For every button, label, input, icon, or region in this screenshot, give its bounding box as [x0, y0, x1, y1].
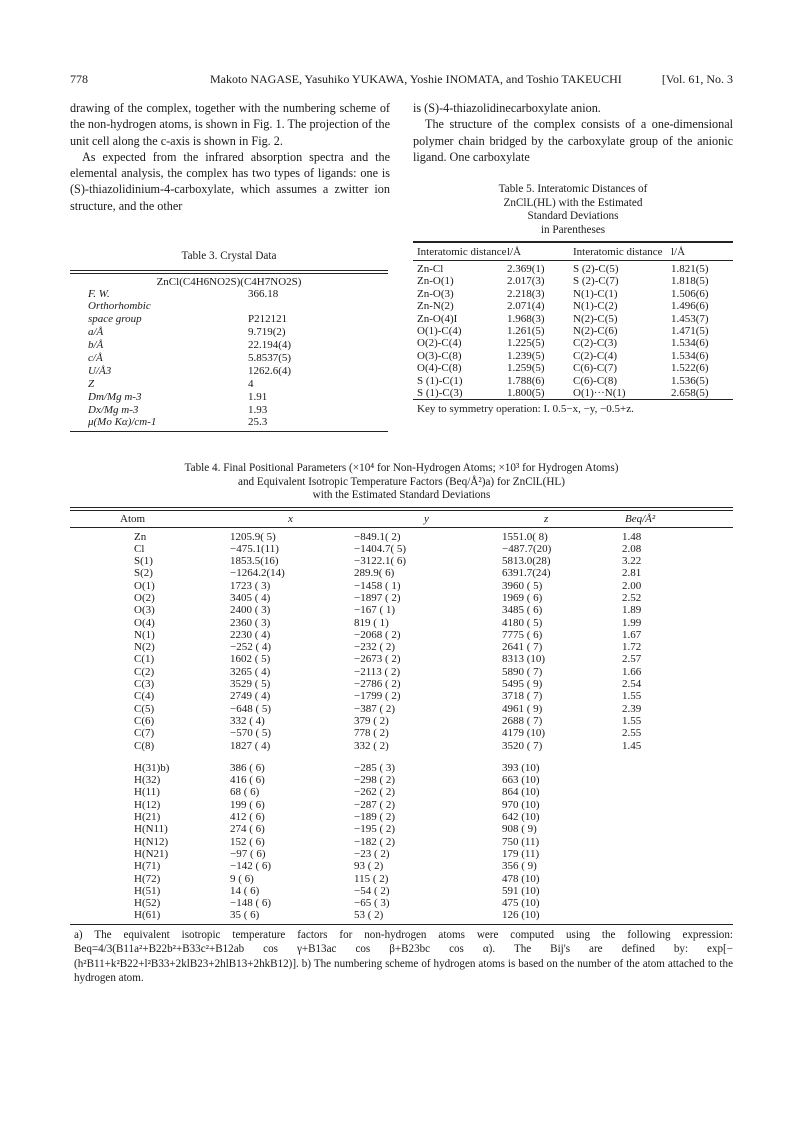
table-cell: 14 ( 6) — [230, 884, 260, 897]
table-cell: C(2) — [134, 665, 155, 678]
table-row — [70, 836, 733, 848]
table-cell: −2673 ( 2) — [354, 653, 401, 666]
table-cell: 1.99 — [622, 616, 642, 629]
table-row — [70, 762, 733, 774]
table-cell: Zn — [134, 530, 147, 543]
table-cell: 1.261(5) — [507, 325, 545, 338]
table-cell: 1.506(6) — [671, 287, 709, 300]
table-cell: 3405 ( 4) — [230, 591, 271, 604]
table-cell: 6391.7(24) — [502, 567, 551, 580]
paragraph: drawing of the complex, together with the numbering scheme of the non-hydrogen atoms, is shown in Fig. 1. The projection of the unit cell along the c-axis is shown in Fig. 2. — [70, 101, 390, 148]
table-cell: 1.55 — [622, 714, 642, 727]
table-cell: 2.39 — [622, 702, 642, 715]
table-cell: 1.89 — [622, 604, 642, 617]
table-cell: 2.369(1) — [507, 263, 545, 275]
table-cell: 819 ( 1) — [354, 616, 389, 629]
table-cell: N(2) — [134, 641, 155, 654]
table-cell: 1.471(5) — [671, 325, 709, 338]
table-row — [413, 362, 733, 374]
table-cell: N(1)-C(2) — [573, 300, 618, 313]
table-cell: H(N12) — [134, 835, 169, 848]
table-cell: O(4) — [134, 616, 155, 629]
table-cell: −298 ( 2) — [354, 774, 396, 787]
table-row — [70, 580, 733, 592]
table-cell: −849.1( 2) — [354, 530, 401, 543]
table-caption-line: in Parentheses — [540, 223, 606, 236]
table-row — [70, 774, 733, 786]
row-label: a/Å — [88, 326, 104, 339]
paragraph: As expected from the infrared absorption spectra and the elemental analysis, the complex has two types of ligands: one is (S)-thiazolidinium-4-carboxylate, which assumes a zwitter ion structure, and the other — [70, 149, 390, 213]
table-cell: S (1)-C(3) — [417, 387, 463, 400]
table-cell: H(52) — [134, 897, 161, 910]
table-cell: −148 ( 6) — [230, 897, 272, 910]
table-cell: 908 ( 9) — [502, 823, 537, 836]
table-cell: −167 ( 1) — [354, 604, 396, 617]
table-row — [70, 897, 733, 909]
table-cell: 2.00 — [622, 579, 642, 592]
column-header: Beq/Å² — [625, 512, 656, 525]
table-cell: 2230 ( 4) — [230, 628, 271, 641]
table-cell: −54 ( 2) — [354, 884, 390, 897]
table-cell: −182 ( 2) — [354, 835, 396, 848]
table-cell: C(7) — [134, 727, 155, 740]
table-cell: H(51) — [134, 884, 161, 897]
table-row — [413, 288, 733, 300]
table-cell: 8313 (10) — [502, 653, 546, 666]
table-cell: H(71) — [134, 860, 161, 873]
table-cell: −189 ( 2) — [354, 811, 396, 824]
table-cell: 1.72 — [622, 641, 642, 654]
table-cell: −232 ( 2) — [354, 641, 396, 654]
table-cell: −23 ( 2) — [354, 847, 390, 860]
table-cell: Cl — [134, 542, 145, 555]
table-cell: C(5) — [134, 702, 155, 715]
table-cell: −570 ( 5) — [230, 727, 272, 740]
table-row — [413, 375, 733, 387]
table-cell: C(6) — [134, 714, 155, 727]
table-cell: 412 ( 6) — [230, 811, 265, 824]
table-cell: 5495 ( 9) — [502, 678, 543, 691]
table-row — [70, 666, 733, 678]
table-cell: 9 ( 6) — [230, 872, 254, 885]
table-3 — [70, 250, 388, 432]
table-cell: 332 ( 4) — [230, 714, 265, 727]
table-row — [70, 703, 733, 715]
table-cell: O(2)-C(4) — [417, 337, 462, 350]
table-cell: C(1) — [134, 653, 155, 666]
table-cell: S (1)-C(1) — [417, 374, 463, 387]
table-cell: 7775 ( 6) — [502, 628, 543, 641]
table-row — [70, 404, 388, 417]
table-row — [70, 416, 388, 429]
table-row — [70, 531, 733, 543]
table-cell: 3.22 — [622, 555, 642, 568]
row-value: 1.93 — [248, 403, 268, 416]
table-cell: Zn-Cl — [417, 263, 444, 275]
row-value: 1.91 — [248, 390, 268, 403]
table-row — [70, 555, 733, 567]
table-cell: 1.788(6) — [507, 374, 545, 387]
table-caption: Table 3. Crystal Data — [181, 250, 277, 262]
table-cell: 1602 ( 5) — [230, 653, 271, 666]
table-cell: N(1)-C(1) — [573, 287, 618, 300]
table-cell: H(11) — [134, 786, 160, 799]
table-cell: 1.968(3) — [507, 312, 545, 325]
table-row — [70, 604, 733, 616]
table-row — [70, 885, 733, 897]
table-cell: C(2)-C(4) — [573, 349, 617, 362]
table-cell: 750 (11) — [502, 835, 540, 848]
table-cell: 2749 ( 4) — [230, 690, 271, 703]
table-cell: 386 ( 6) — [230, 761, 265, 774]
table-cell: 663 (10) — [502, 774, 540, 787]
symmetry-key: Key to symmetry operation: I. 0.5−x, −y, −0.5+z. — [417, 403, 634, 416]
table-cell: C(8) — [134, 739, 155, 752]
column-header: l/Å — [671, 245, 686, 258]
table-cell: C(4) — [134, 690, 155, 703]
table-cell: 864 (10) — [502, 786, 540, 799]
column-header: l/Å — [507, 245, 522, 258]
table-cell: O(2) — [134, 591, 155, 604]
table-cell: 379 ( 2) — [354, 714, 389, 727]
table-cell: S(2) — [134, 567, 153, 580]
table-cell: −1404.7( 5) — [354, 542, 407, 555]
table-cell: −287 ( 2) — [354, 798, 396, 811]
table-cell: 1.55 — [622, 690, 642, 703]
table-caption-line: Standard Deviations — [527, 210, 619, 222]
table-row — [70, 543, 733, 555]
table-row — [70, 690, 733, 702]
row-label: Orthorhombic — [88, 300, 151, 313]
table-row — [70, 313, 388, 326]
row-value: 4 — [248, 377, 254, 390]
table-cell: Zn-O(1) — [417, 275, 454, 288]
row-value: 1262.6(4) — [248, 364, 292, 377]
table-cell: 1.800(5) — [507, 387, 545, 400]
table-cell: 1.496(6) — [671, 300, 709, 313]
hydrogen-atom-rows — [70, 762, 733, 922]
table-row — [413, 387, 733, 400]
table-cell: 3520 ( 7) — [502, 739, 543, 752]
table-cell: H(12) — [134, 798, 161, 811]
table-row — [70, 617, 733, 629]
table-row — [70, 288, 388, 301]
table-row — [70, 678, 733, 690]
table-cell: 1.818(5) — [671, 275, 709, 288]
table-cell: 5890 ( 7) — [502, 665, 543, 678]
table-cell: H(N21) — [134, 847, 169, 860]
table-cell: S(1) — [134, 555, 153, 568]
table-row — [70, 378, 388, 391]
table-cell: 1.66 — [622, 665, 642, 678]
table-cell: 1.259(5) — [507, 362, 545, 375]
table-cell: 393 (10) — [502, 761, 540, 774]
table-footnote: a) The equivalent isotropic temperature factors for non-hydrogen atoms were computed using the following expression: Beq=4/3(B11a²+B22b²+B33c²+B12ab cos γ+B13ac cos β+B23bc cos α). The Bij's are defined by: exp[−(h²B11+k²B22+l²B33+2klB23+2hlB13+2hkB12)]. b) The numbering scheme of hydrogen atoms is based on the number of the atom attached to the hydrogen atom. — [74, 928, 733, 985]
authors: Makoto NAGASE, Yasuhiko YUKAWA, Yoshie INOMATA, and Toshio TAKEUCHI — [210, 72, 622, 86]
table-cell: 2.071(4) — [507, 300, 545, 313]
table-row — [70, 909, 733, 921]
table-cell: 3718 ( 7) — [502, 690, 543, 703]
table-5 — [413, 183, 733, 415]
table-cell: S (2)-C(7) — [573, 275, 619, 288]
table-cell: −195 ( 2) — [354, 823, 396, 836]
table-cell: H(32) — [134, 774, 161, 787]
table-row — [413, 337, 733, 349]
table-cell: 2400 ( 3) — [230, 604, 271, 617]
table-cell: 1551.0( 8) — [502, 530, 548, 543]
table-header-row — [70, 511, 733, 527]
table-row — [70, 873, 733, 885]
table-cell: 126 (10) — [502, 909, 540, 922]
column-header: Interatomic distance — [417, 246, 507, 258]
table-row — [70, 629, 733, 641]
table-cell: H(N11) — [134, 823, 168, 836]
table-formula: ZnCl(C4H6NO2S)(C4H7NO2S) — [156, 275, 302, 288]
row-label: space group — [88, 313, 142, 326]
table-cell: 2360 ( 3) — [230, 616, 271, 629]
table-cell: 1.67 — [622, 628, 642, 641]
table-cell: −487.7(20) — [502, 542, 552, 555]
table-cell: O(1)-C(4) — [417, 325, 462, 338]
table-body — [70, 288, 388, 430]
row-label: F. W. — [88, 287, 110, 300]
table-cell: −1264.2(14) — [230, 567, 285, 580]
table-cell: 199 ( 6) — [230, 798, 265, 811]
table-cell: 3960 ( 5) — [502, 579, 543, 592]
table-cell: 53 ( 2) — [354, 909, 384, 922]
table-cell: 5813.0(28) — [502, 555, 551, 568]
row-value: 22.194(4) — [248, 339, 292, 352]
table-cell: −1458 ( 1) — [354, 579, 401, 592]
table-cell: 289.9( 6) — [354, 567, 395, 580]
table-cell: O(1)···N(1) — [573, 387, 626, 400]
table-row — [70, 740, 733, 752]
column-header: Atom — [120, 512, 146, 525]
table-cell: −262 ( 2) — [354, 786, 396, 799]
row-label: U/Å3 — [88, 364, 112, 377]
table-cell: 478 (10) — [502, 872, 540, 885]
table-row — [70, 715, 733, 727]
table-cell: 2688 ( 7) — [502, 714, 543, 727]
table-caption-line: with the Estimated Standard Deviations — [312, 489, 491, 501]
table-row — [70, 352, 388, 365]
heavy-atom-rows — [70, 531, 733, 752]
table-cell: 1.821(5) — [671, 263, 709, 275]
table-cell: −3122.1( 6) — [354, 555, 407, 568]
row-label: Dx/Mg m-3 — [88, 403, 139, 416]
table-cell: −97 ( 6) — [230, 847, 266, 860]
table-cell: −1897 ( 2) — [354, 591, 401, 604]
table-cell: H(72) — [134, 872, 161, 885]
paragraph: is (S)-4-thiazolidinecarboxylate anion. — [413, 101, 601, 115]
table-cell: H(31)b) — [134, 761, 170, 774]
table-row — [70, 300, 388, 313]
table-row — [70, 811, 733, 823]
table-row — [70, 653, 733, 665]
table-cell: 970 (10) — [502, 798, 540, 811]
table-cell: 1723 ( 3) — [230, 579, 271, 592]
table-cell: 4961 ( 9) — [502, 702, 543, 715]
table-row — [70, 727, 733, 739]
table-cell: 332 ( 2) — [354, 739, 389, 752]
row-label: μ(Mo Kα)/cm-1 — [88, 416, 157, 429]
table-cell: C(6)-C(7) — [573, 362, 617, 375]
table-row — [70, 823, 733, 835]
table-cell: −65 ( 3) — [354, 897, 390, 910]
table-row — [70, 592, 733, 604]
table-grid — [413, 241, 733, 400]
table-cell: S (2)-C(5) — [573, 263, 619, 275]
row-value: 9.719(2) — [248, 326, 286, 339]
table-cell: 2.017(3) — [507, 275, 545, 288]
table-cell: 2.55 — [622, 727, 642, 740]
table-cell: 1.522(6) — [671, 362, 709, 375]
row-value: 366.18 — [248, 287, 279, 300]
running-header — [70, 72, 733, 88]
table-cell: 642 (10) — [502, 811, 540, 824]
table-cell: O(3)-C(8) — [417, 349, 462, 362]
table-cell: −142 ( 6) — [230, 860, 272, 873]
table-cell: C(6)-C(8) — [573, 374, 617, 387]
column-header: y — [424, 512, 429, 525]
paragraph: The structure of the complex consists of a one-dimensional polymer chain bridged by the carboxylate group of the anionic ligand. One carboxylate — [413, 117, 733, 164]
table-cell: −252 ( 4) — [230, 641, 272, 654]
table-caption-line: Table 5. Interatomic Distances of — [498, 183, 648, 195]
table-cell: 179 (11) — [502, 847, 540, 860]
column-header: z — [544, 512, 549, 525]
table-row — [70, 786, 733, 798]
table-cell: 1969 ( 6) — [502, 591, 543, 604]
table-row — [70, 326, 388, 339]
table-cell: 2641 ( 7) — [502, 641, 543, 654]
table-row — [70, 391, 388, 404]
table-row — [70, 567, 733, 579]
table-cell: 4180 ( 5) — [502, 616, 543, 629]
table-cell: 1.534(6) — [671, 337, 709, 350]
table-cell: 93 ( 2) — [354, 860, 384, 873]
table-cell: −1799 ( 2) — [354, 690, 401, 703]
table-caption-line: Table 4. Final Positional Parameters (×10⁴ for Non-Hydrogen Atoms; ×10³ for Hydrogen Atoms) — [184, 462, 619, 474]
row-label: c/Å — [88, 351, 103, 364]
table-cell: O(1) — [134, 579, 155, 592]
table-cell: −387 ( 2) — [354, 702, 396, 715]
table-cell: O(3) — [134, 604, 155, 617]
table-row — [413, 313, 733, 325]
table-row — [70, 365, 388, 378]
table-cell: N(2)-C(5) — [573, 312, 618, 325]
row-value: 25.3 — [248, 416, 268, 429]
table-row — [70, 799, 733, 811]
table-cell: H(61) — [134, 909, 161, 922]
table-cell: 778 ( 2) — [354, 727, 389, 740]
table-cell: Zn-N(2) — [417, 300, 454, 313]
table-cell: 2.218(3) — [507, 287, 545, 300]
table-cell: 1853.5(16) — [230, 555, 279, 568]
table-cell: 2.52 — [622, 591, 642, 604]
table-cell: 115 ( 2) — [354, 872, 389, 885]
table-cell: −285 ( 3) — [354, 761, 396, 774]
row-value: P212121 — [248, 313, 288, 326]
table-cell: C(3) — [134, 678, 155, 691]
table-cell: 3485 ( 6) — [502, 604, 543, 617]
table-cell: −2068 ( 2) — [354, 628, 401, 641]
table-cell: 2.54 — [622, 678, 642, 691]
table-cell: 3529 ( 5) — [230, 678, 271, 691]
table-cell: 2.658(5) — [671, 387, 709, 400]
table-row — [413, 350, 733, 362]
table-cell: 591 (10) — [502, 884, 540, 897]
table-cell: 3265 ( 4) — [230, 665, 271, 678]
table-cell: 2.08 — [622, 542, 642, 555]
table-cell: C(2)-C(3) — [573, 337, 617, 350]
volume-info: [Vol. 61, No. 3 — [661, 72, 733, 86]
table-row — [413, 325, 733, 337]
table-cell: 2.57 — [622, 653, 642, 666]
table-cell: Zn-O(3) — [417, 287, 454, 300]
table-cell: 68 ( 6) — [230, 786, 260, 799]
table-cell: N(1) — [134, 628, 155, 641]
row-label: Dm/Mg m-3 — [88, 390, 142, 403]
table-row — [70, 339, 388, 352]
table-cell: 4179 (10) — [502, 727, 546, 740]
table-cell: 1205.9( 5) — [230, 530, 276, 543]
table-cell: 152 ( 6) — [230, 835, 265, 848]
table-cell: N(2)-C(6) — [573, 325, 618, 338]
table-caption-line: ZnClL(HL) with the Estimated — [503, 196, 643, 209]
table-cell: 1.536(5) — [671, 374, 709, 387]
table-cell: Zn-O(4)I — [417, 312, 458, 325]
table-row — [70, 848, 733, 860]
column-header: x — [288, 512, 293, 525]
table-cell: −475.1(11) — [230, 542, 279, 555]
table-cell: H(21) — [134, 811, 161, 824]
row-label: b/Å — [88, 339, 104, 352]
table-cell: O(4)-C(8) — [417, 362, 462, 375]
table-caption-line: and Equivalent Isotropic Temperature Factors (Beq/Å²)a) for ZnClL(HL) — [237, 475, 565, 488]
table-cell: 1827 ( 4) — [230, 739, 271, 752]
table-cell: −2786 ( 2) — [354, 678, 401, 691]
page-number: 778 — [70, 72, 88, 86]
table-cell: 2.81 — [622, 567, 642, 580]
table-cell: −2113 ( 2) — [354, 665, 401, 678]
table-row — [70, 641, 733, 653]
table-cell: 1.48 — [622, 530, 642, 543]
row-label: Z — [88, 377, 95, 390]
table-cell: 356 ( 9) — [502, 860, 537, 873]
table-cell: 1.239(5) — [507, 349, 545, 362]
table-cell: 475 (10) — [502, 897, 540, 910]
table-cell: −648 ( 5) — [230, 702, 272, 715]
table-4 — [70, 462, 733, 986]
table-cell: 1.534(6) — [671, 349, 709, 362]
table-cell: 1.453(7) — [671, 312, 709, 325]
table-cell: 1.45 — [622, 739, 642, 752]
right-column-text — [413, 100, 733, 165]
table-cell: 1.225(5) — [507, 337, 545, 350]
table-row — [413, 261, 733, 276]
table-row — [70, 860, 733, 872]
table-row — [413, 275, 733, 287]
column-header: Interatomic distance — [573, 245, 663, 258]
table-cell: 274 ( 6) — [230, 823, 265, 836]
table-cell: 416 ( 6) — [230, 774, 265, 787]
left-column-text — [70, 100, 390, 214]
row-value: 5.8537(5) — [248, 351, 292, 364]
table-cell: 35 ( 6) — [230, 909, 260, 922]
table-row — [413, 300, 733, 312]
